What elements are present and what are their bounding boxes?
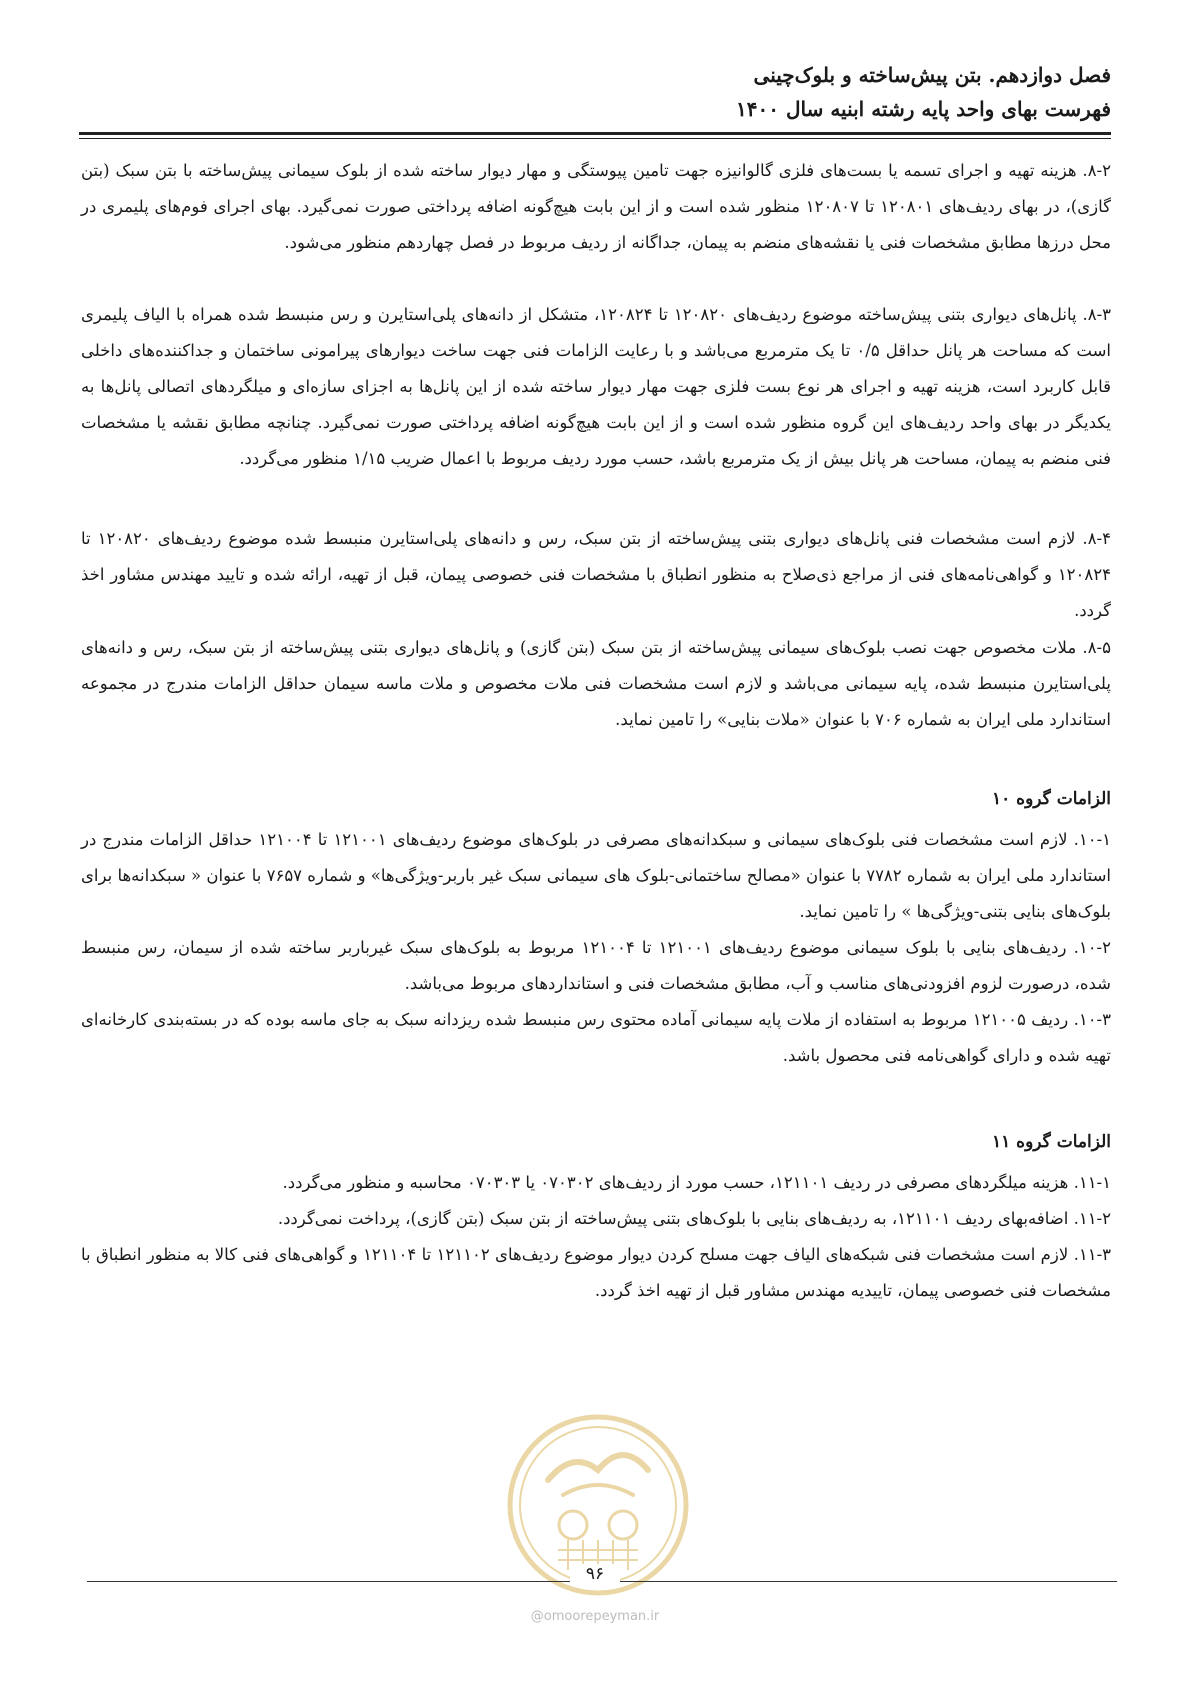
clause-8-4: ۸-۴. لازم است مشخصات فنی پانل‌های دیواری بتنی پیش‌ساخته از بتن سبک، رس و دانه‌های پلی‌استایرن منبسط شده موضوع ردیف‌های ۱۲۰۸۲۰ تا ۱۲۰۸۲۴ و گواهی‌نامه‌های فنی از مراجع ذی‌صلاح به منظور انطباق با مشخصات فنی خصوصی پیمان، قبل از تهیه، ارائه شده و تایید مهندس مشاور اخذ گردد. bbox=[81, 529, 1111, 620]
header-rule-thin bbox=[79, 138, 1111, 139]
clause-11-3: ۱۱-۳. لازم است مشخصات فنی شبکه‌های الیاف جهت مسلح کردن دیوار موضوع ردیف‌های ۱۲۱۱۰۲ تا ۱۲۱۱۰۴ و گواهی‌های فنی کالا به منظور انطباق با مشخصات فنی خصوصی پیمان، تاییدیه مهندس مشاور قبل از تهیه اخذ گردد. bbox=[81, 1245, 1112, 1300]
list-title: فهرست بهای واحد پایه رشته ابنیه سال ۱۴۰۰ bbox=[736, 97, 1111, 121]
clause-8-2: ۸-۲. هزینه تهیه و اجرای تسمه یا بست‌های فلزی گالوانیزه جهت تامین پیوستگی و مهار دیوار ساخته شده از بلوک سیمانی پیش‌ساخته با بتن سبک (بتن گازی)، در بهای ردیف‌های ۱۲۰۸۰۱ تا ۱۲۰۸۰۷ منظور شده است و از این بابت هیچ‌گونه اضافه پرداختی صورت نمی‌گیرد. بهای اجرای فوم‌های پلیمری در محل درزها مطابق مشخصات فنی یا نقشه‌های منضم به پیمان، جداگانه از ردیف مربوط در فصل چهاردهم منظور می‌شود. bbox=[81, 161, 1112, 252]
page-number: ۹۶ bbox=[570, 1564, 620, 1584]
clause-11-1: ۱۱-۱. هزینه میلگردهای مصرفی در ردیف ۱۲۱۱۰۱، حسب مورد از ردیف‌های ۰۷۰۳۰۲ یا ۰۷۰۳۰۳ محاسبه و منظور می‌گردد. bbox=[282, 1173, 1111, 1192]
clause-10-2: ۱۰-۲. ردیف‌های بنایی با بلوک سیمانی موضوع ردیف‌های ۱۲۱۰۰۱ تا ۱۲۱۰۰۴ مربوط به بلوک‌های سبک غیرباربر ساخته شده از سیمان، رس منبسط شده، درصورت لزوم افزودنی‌های مناسب و آب، مطابق مشخصات فنی و استانداردهای مربوط می‌باشد. bbox=[81, 938, 1111, 993]
group-11-heading: الزامات گروه ۱۱ bbox=[992, 1132, 1111, 1152]
clause-10-3: ۱۰-۳. ردیف ۱۲۱۰۰۵ مربوط به استفاده از ملات پایه سیمانی آماده محتوی رس منبسط شده ریزدانه سبک به جای ماسه بوده که در بسته‌بندی کارخانه‌ای تهیه شده و دارای گواهی‌نامه فنی محصول باشد. bbox=[81, 1010, 1111, 1065]
chapter-title: فصل دوازدهم. بتن پیش‌ساخته و بلوک‌چینی bbox=[753, 63, 1111, 87]
website-watermark: @omoorepeyman.ir bbox=[530, 1609, 660, 1624]
clause-8-3: ۸-۳. پانل‌های دیواری بتنی پیش‌ساخته موضوع ردیف‌های ۱۲۰۸۲۰ تا ۱۲۰۸۲۴، متشکل از دانه‌های پلی‌استایرن و رس منبسط شده همراه با الیاف پلیمری است که مساحت هر پانل حداقل ۰/۵ تا یک مترمربع می‌باشد و با رعایت الزامات فنی جهت ساخت دیوارهای پیرامونی ساختمان و جداکننده‌های داخلی قابل کاربرد است، هزینه تهیه و اجرای هر نوع بست فلزی جهت مهار دیوار ساخته شده از این پانل‌ها به اجزای سازه‌ای و میلگردهای اتصالی پانل‌ها به یکدیگر در بهای واحد ردیف‌های این گروه منظور شده است و از این بابت هیچ‌گونه اضافه پرداختی صورت نمی‌گیرد. چنانچه مطابق نقشه یا مشخصات فنی منضم به پیمان، مساحت هر پانل بیش از یک مترمربع باشد، حسب مورد ردیف مربوط با اعمال ضریب ۱/۱۵ منظور می‌گردد. bbox=[81, 305, 1112, 468]
group-10-heading: الزامات گروه ۱۰ bbox=[992, 789, 1111, 809]
clause-11-2: ۱۱-۲. اضافه‌بهای ردیف ۱۲۱۱۰۱، به ردیف‌های بنایی با بلوک‌های بتنی پیش‌ساخته از بتن سبک (بتن گازی)، پرداخت نمی‌گردد. bbox=[277, 1209, 1111, 1228]
header-rule-thick bbox=[79, 132, 1111, 135]
clause-8-5: ۸-۵. ملات مخصوص جهت نصب بلوک‌های سیمانی پیش‌ساخته از بتن سبک (بتن گازی) و پانل‌های دیواری بتنی پیش‌ساخته از بتن سبک، رس و دانه‌های پلی‌استایرن منبسط شده، پایه سیمانی می‌باشد و لازم است مشخصات فنی ملات مخصوص و ملات ماسه سیمان حداقل الزامات مندرج در مجموعه استاندارد ملی ایران به شماره ۷۰۶ با عنوان «ملات بنایی» را تامین نماید. bbox=[81, 638, 1111, 729]
clause-10-1: ۱۰-۱. لازم است مشخصات فنی بلوک‌های سیمانی و سبکدانه‌های مصرفی در بلوک‌های موضوع ردیف‌های ۱۲۱۰۰۱ تا ۱۲۱۰۰۴ حداقل الزامات مندرج در استاندارد ملی ایران به شماره ۷۷۸۲ با عنوان «مصالح ساختمانی-بلوک های سیمانی سبک غیر باربر-ویژگی‌ها» و شماره ۷۶۵۷ با عنوان « سبکدانه‌ها برای بلوک‌های بنایی بتنی-ویژگی‌ها » را تامین نماید. bbox=[81, 830, 1112, 921]
page-header bbox=[81, 58, 1111, 126]
